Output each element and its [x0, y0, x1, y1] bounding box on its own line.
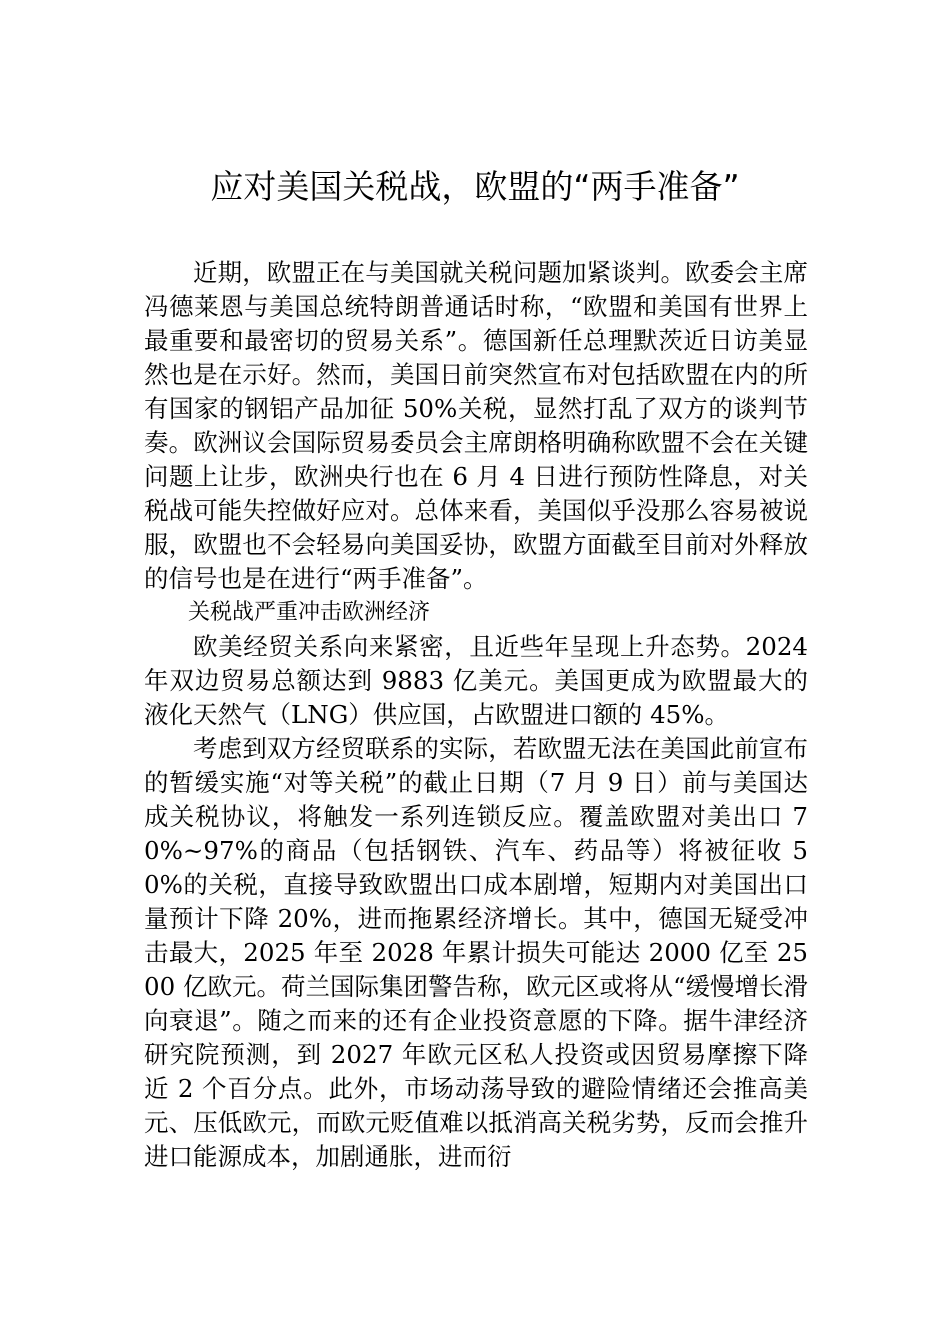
section-heading: 关税战严重冲击欧洲经济: [188, 600, 431, 625]
intro-paragraph: 近期，欧盟正在与美国就关税问题加紧谈判。欧委会主席冯德莱恩与美国总统特朗普通话时称，“欧盟和美国有世界上最重要和最密切的贸易关系”。德国新任总理默茨近日访美显然也是在示好。然而，美国日前突然宣布对包括欧盟在内的所有国家的钢铝产品加征 50%关税，显然打乱了双方的谈判节奏。欧洲议会国际贸易委员会主席朗格明确称欧盟不会在关键问题上让步，欧洲央行也在 6 月 4 日进行预防性降息，对关税战可能失控做好应对。总体来看，美国似乎没那么容易被说服，欧盟也不会轻易向美国妥协，欧盟方面截至目前对外释放的信号也是在进行“两手准备”。: [144, 258, 808, 593]
trade-relations-paragraph: 欧美经贸关系向来紧密，且近些年呈现上升态势。2024 年双边贸易总额达到 9883 亿美元。美国更成为欧盟最大的液化天然气（LNG）供应国，占欧盟进口额的 45%。: [144, 632, 808, 729]
impact-paragraph: 考虑到双方经贸联系的实际，若欧盟无法在美国此前宣布的暂缓实施“对等关税”的截止日期（7 月 9 日）前与美国达成关税协议，将触发一系列连锁反应。覆盖欧盟对美出口 70%~97%的商品（包括钢铁、汽车、药品等）将被征收 50%的关税，直接导致欧盟出口成本剧增，短期内对美国出口量预计下降 20%，进而拖累经济增长。其中，德国无疑受冲击最大，2025 年至 2028 年累计损失可能达 2000 亿至 2500 亿欧元。荷兰国际集团警告称，欧元区或将从“缓慢增长滑向衰退”。随之而来的还有企业投资意愿的下降。据牛津经济研究院预测，到 2027 年欧元区私人投资或因贸易摩擦下降近 2 个百分点。此外，市场动荡导致的避险情绪还会推高美元、压低欧元，而欧元贬值难以抵消高关税劣势，反而会推升进口能源成本，加剧通胀，进而衍: [144, 734, 808, 1171]
document-title: 应对美国关税战，欧盟的“两手准备”: [210, 167, 740, 206]
document-body: [144, 256, 808, 1174]
